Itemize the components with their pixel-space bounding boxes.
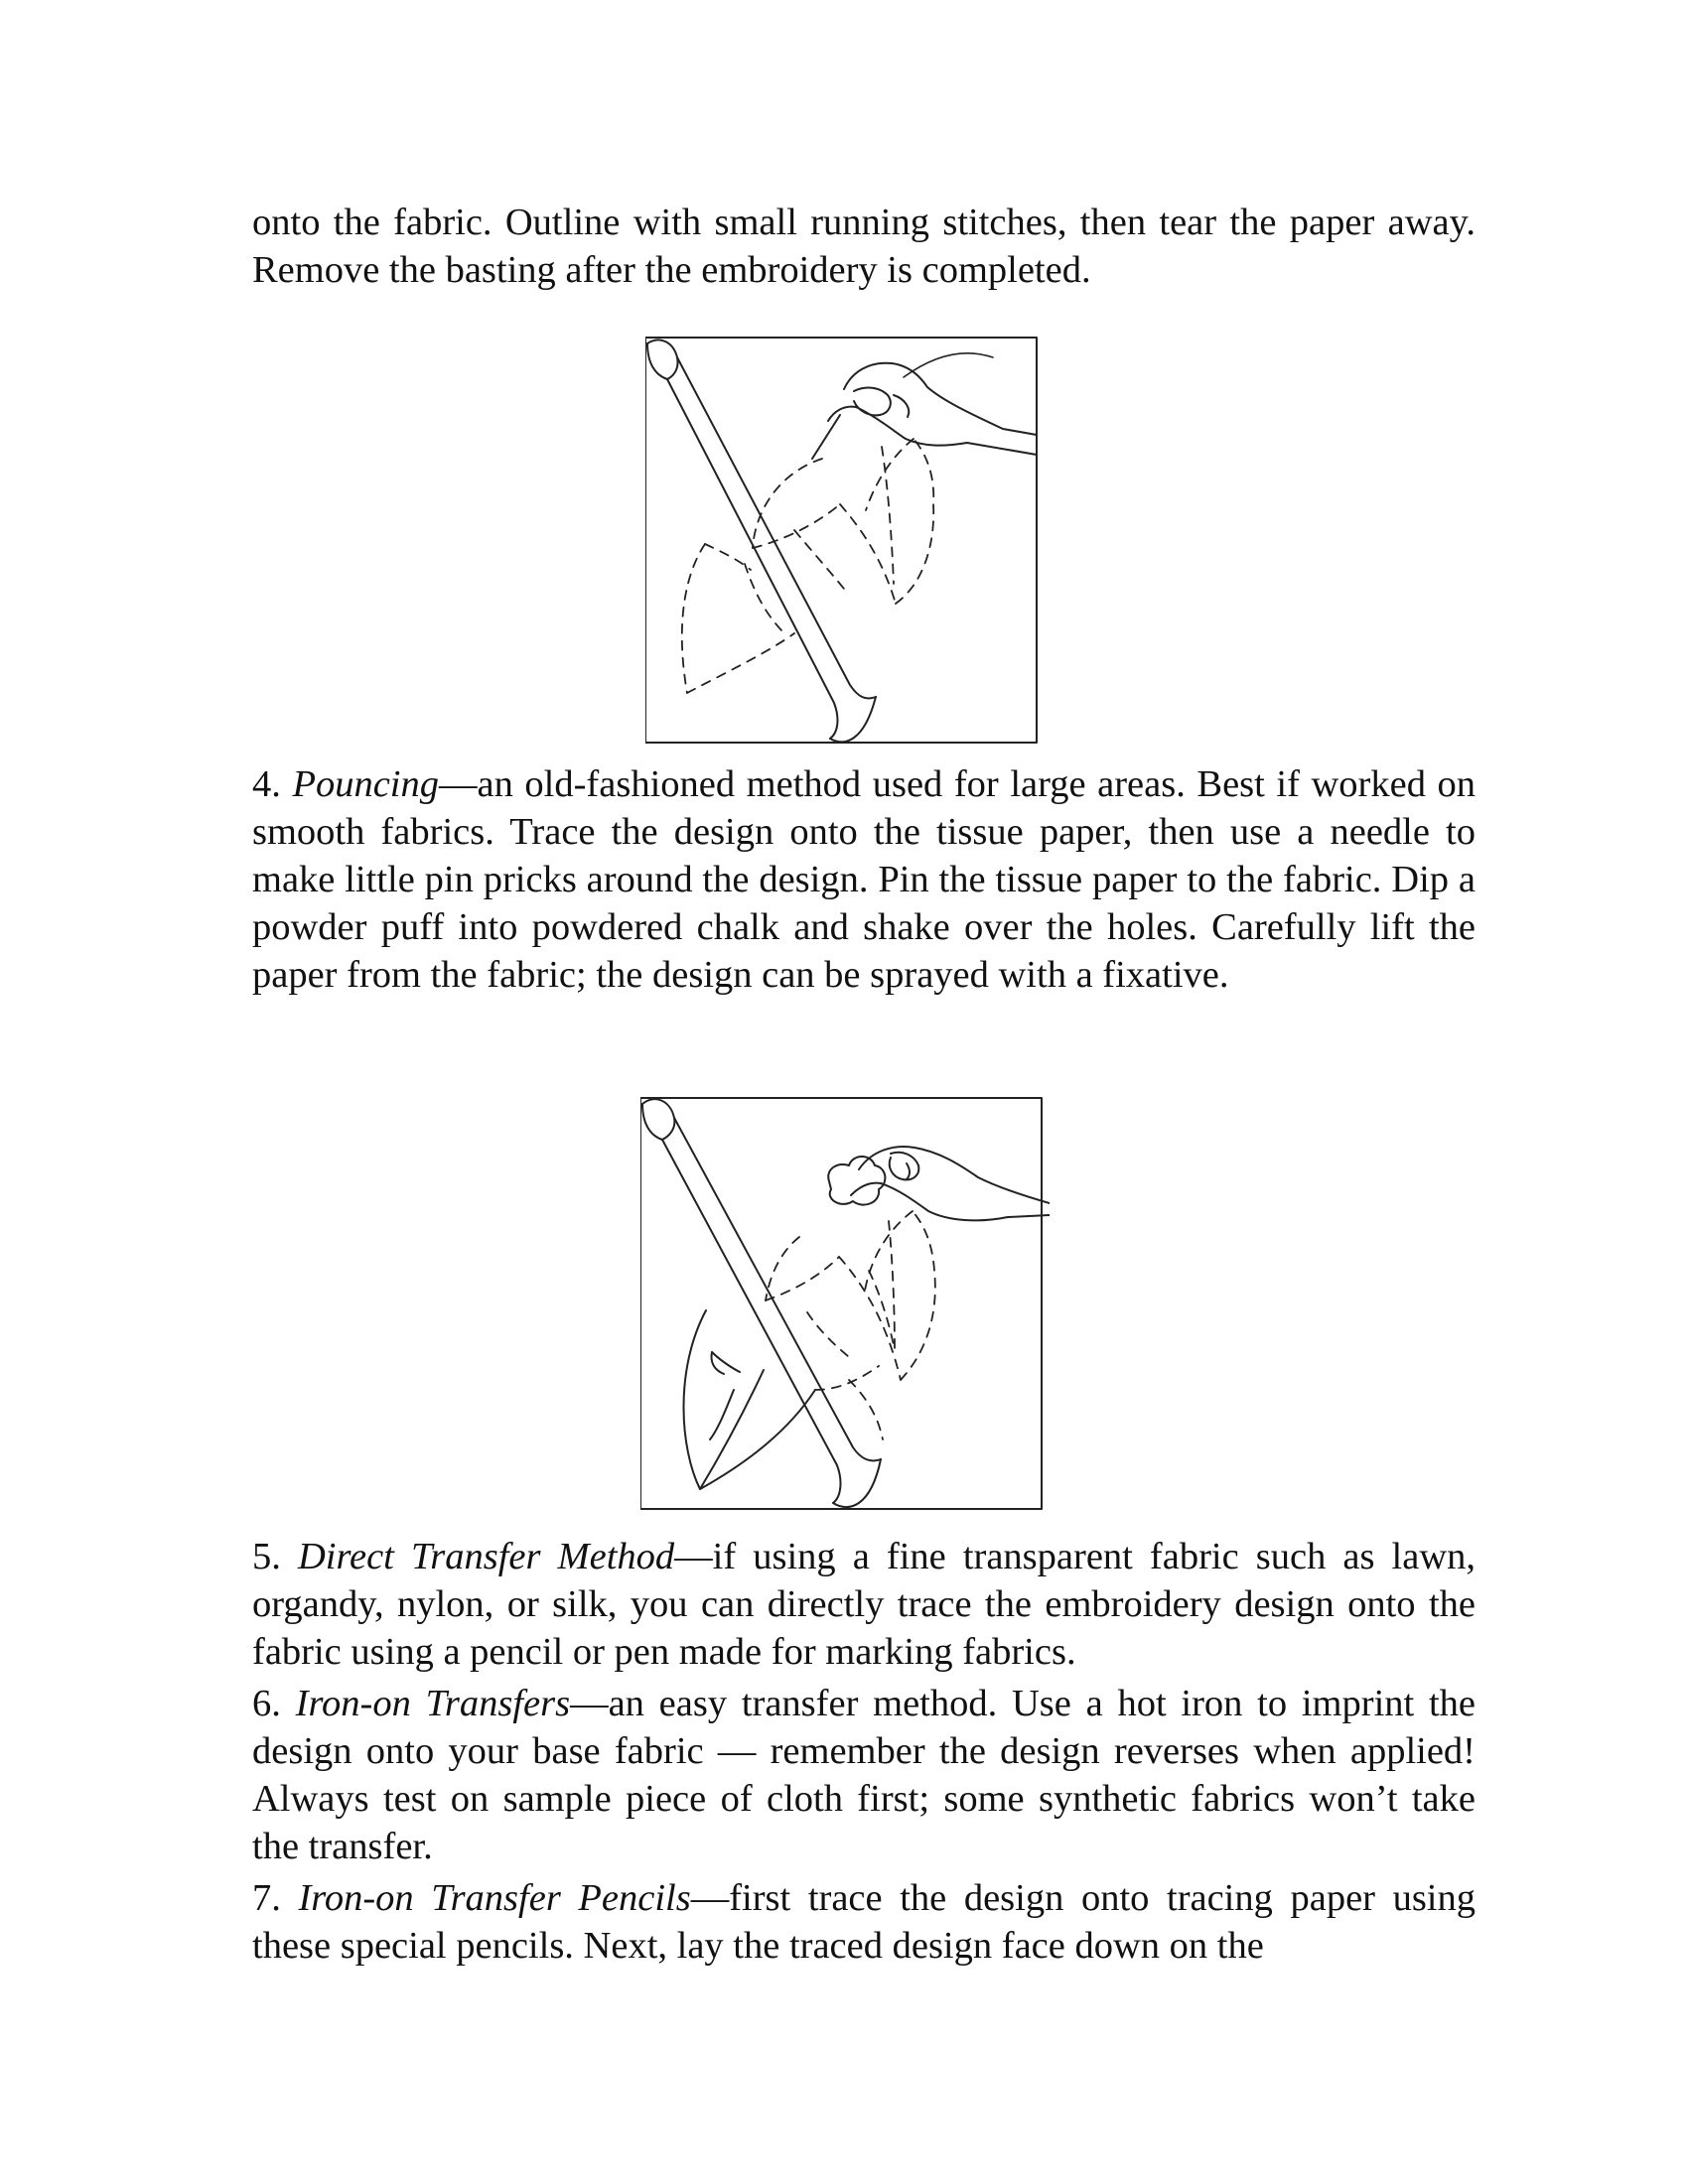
iron-on-transfers-body: —an easy transfer method. Use a hot iron to imprint the design onto your base fabric — remember the design reverses when applied! Always test on sample piece of cloth first; some synthetic fabrics won’t take the transfer. <box>252 1683 1477 1867</box>
paragraph-iron-on-transfers <box>252 1680 1476 1870</box>
iron-on-transfers-term: Iron-on Transfers <box>295 1683 571 1724</box>
direct-transfer-number: 5. <box>252 1536 298 1577</box>
direct-transfer-body: —if using a fine transparent fabric such as lawn, organdy, nylon, or silk, you can directly trace the embroidery design onto the fabric using a pencil or pen made for marking fabrics. <box>252 1536 1477 1673</box>
pouncing-illustration <box>640 1092 1050 1513</box>
pouncing-term: Pouncing <box>292 763 440 805</box>
paragraph-basting <box>252 199 1476 294</box>
paragraph-pouncing <box>252 760 1476 999</box>
pouncing-number: 4. <box>252 763 293 805</box>
pouncing-body: —an old-fashioned method used for large areas. Best if worked on smooth fabrics. Trace the design onto the tissue paper, then use a needle to make little pin pricks around the design. Pin the tissue paper to the fabric. Dip a powder puff into powdered chalk and shake over the holes. Carefully lift the paper from the fabric; the design can be sprayed with a fixative. <box>252 763 1477 996</box>
paragraph-direct-transfer <box>252 1533 1476 1676</box>
transfer-pencils-number: 7. <box>252 1877 299 1919</box>
direct-transfer-term: Direct Transfer Method <box>297 1536 675 1577</box>
pouncing-drawing <box>640 1092 1050 1513</box>
running-stitch-drawing <box>645 336 1043 747</box>
paragraph-basting-text: onto the fabric. Outline with small running stitches, then tear the paper away. Remove the basting after the embroidery is completed. <box>252 202 1476 291</box>
paragraph-transfer-pencils <box>252 1874 1476 1970</box>
transfer-pencils-term: Iron-on Transfer Pencils <box>298 1877 691 1919</box>
transfer-pencils-body: —first trace the design onto tracing paper using these special pencils. Next, lay the traced design face down on the <box>252 1877 1476 1967</box>
iron-on-transfers-number: 6. <box>252 1683 296 1724</box>
running-stitch-illustration <box>645 336 1043 747</box>
